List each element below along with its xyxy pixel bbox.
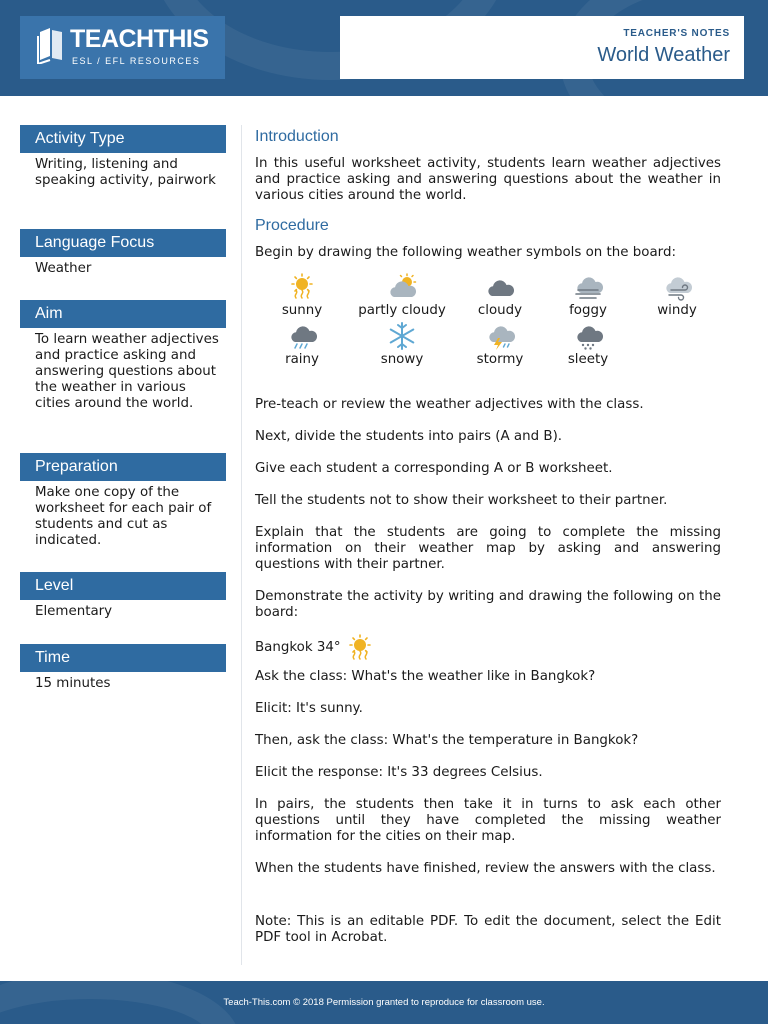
column-divider xyxy=(241,125,242,965)
sunny-icon xyxy=(345,633,375,663)
weather-label: partly cloudy xyxy=(358,303,446,318)
sidebar-heading: Activity Type xyxy=(20,125,226,153)
procedure-lead: Begin by drawing the following weather symbols on the board: xyxy=(255,245,676,260)
introduction-heading: Introduction xyxy=(255,128,339,145)
foggy-icon xyxy=(572,273,604,301)
weather-label: rainy xyxy=(285,352,319,367)
sidebar-text: Weather xyxy=(35,261,92,276)
weather-symbol-partly-cloudy xyxy=(357,273,447,321)
weather-symbol-stormy xyxy=(455,322,545,370)
sleety-icon xyxy=(572,322,604,350)
book-icon xyxy=(36,28,64,64)
weather-label: snowy xyxy=(380,352,424,367)
step-text: When the students have finished, review the answers with the class. xyxy=(255,861,716,876)
weather-symbol-foggy xyxy=(543,273,633,321)
page-header xyxy=(0,0,768,96)
main-content xyxy=(255,128,721,946)
sidebar-section-language-focus xyxy=(20,229,226,300)
sidebar-text: Elementary xyxy=(35,604,113,619)
sidebar-text: Make one copy of the worksheet for each pair of students and cut as indicated. xyxy=(35,485,212,548)
sidebar xyxy=(20,125,226,704)
sidebar-section-level xyxy=(20,572,226,644)
sidebar-heading: Time xyxy=(20,644,226,672)
weather-label: windy xyxy=(657,303,697,318)
step-text: Explain that the students are going to complete the missing information on their weather map by asking and answering questions with their partner. xyxy=(255,525,721,572)
weather-label: sleety xyxy=(567,352,609,367)
sidebar-heading: Language Focus xyxy=(20,229,226,257)
weather-symbol-snowy xyxy=(357,322,447,370)
step-text: Elicit: It's sunny. xyxy=(255,701,363,716)
sidebar-text: To learn weather adjectives and practice asking and answering questions about the weather in various cities around the world. xyxy=(35,332,219,411)
title-box xyxy=(340,16,744,79)
weather-symbol-rainy xyxy=(257,322,347,370)
step-text: Demonstrate the activity by writing and drawing the following on the board: xyxy=(255,589,721,620)
sidebar-heading: Level xyxy=(20,572,226,600)
sidebar-text: 15 minutes xyxy=(35,676,111,691)
editable-pdf-note: Note: This is an editable PDF. To edit the document, select the Edit PDF tool in Acrobat. xyxy=(255,914,721,945)
step-text: Give each student a corresponding A or B worksheet. xyxy=(255,461,613,476)
weather-label: sunny xyxy=(281,303,323,318)
stormy-icon xyxy=(484,322,516,350)
page-title: World Weather xyxy=(597,44,730,66)
step-text: Pre-teach or review the weather adjectives with the class. xyxy=(255,397,644,412)
sunny-icon xyxy=(287,273,317,301)
sidebar-section-activity-type xyxy=(20,125,226,229)
weather-label: foggy xyxy=(569,303,607,318)
sidebar-section-time xyxy=(20,644,226,704)
step-text: Then, ask the class: What's the temperature in Bangkok? xyxy=(255,733,639,748)
sidebar-text: Writing, listening and speaking activity, pairwork xyxy=(35,157,216,188)
logo-subtitle: ESL / EFL RESOURCES xyxy=(72,56,201,66)
board-example xyxy=(255,632,721,664)
step-text: Elicit the response: It's 33 degrees Celsius. xyxy=(255,765,543,780)
step-text: Tell the students not to show their worksheet to their partner. xyxy=(255,493,668,508)
sidebar-heading: Preparation xyxy=(20,453,226,481)
step-text: Next, divide the students into pairs (A and B). xyxy=(255,429,563,444)
weather-symbol-cloudy xyxy=(455,273,545,321)
introduction-text: In this useful worksheet activity, students learn weather adjectives and practice asking and answering questions about the weather in various cities around the world. xyxy=(255,156,721,203)
weather-symbols-grid xyxy=(255,273,721,397)
document-kicker: TEACHER'S NOTES xyxy=(623,28,730,39)
step-text: In pairs, the students then take it in turns to ask each other questions until they have completed the missing weather information for the cities on their map. xyxy=(255,797,721,844)
sidebar-section-preparation xyxy=(20,453,226,572)
partly-cloudy-icon xyxy=(382,273,422,301)
rainy-icon xyxy=(286,322,318,350)
sidebar-heading: Aim xyxy=(20,300,226,328)
snowy-icon xyxy=(387,322,417,350)
teachthis-logo[interactable] xyxy=(20,16,225,79)
page-footer xyxy=(0,981,768,1024)
weather-symbol-windy xyxy=(632,273,722,321)
cloudy-icon xyxy=(484,273,516,301)
procedure-heading: Procedure xyxy=(255,217,329,234)
weather-label: stormy xyxy=(476,352,524,367)
example-city-temperature: Bangkok 34° xyxy=(255,640,341,655)
sidebar-section-aim xyxy=(20,300,226,453)
windy-icon xyxy=(661,273,693,301)
copyright-notice: Teach-This.com © 2018 Permission granted to reproduce for classroom use. xyxy=(223,997,545,1008)
weather-symbol-sleety xyxy=(543,322,633,370)
step-text: Ask the class: What's the weather like in Bangkok? xyxy=(255,669,596,684)
weather-label: cloudy xyxy=(477,303,523,318)
logo-text: TEACHTHIS xyxy=(70,25,209,53)
weather-symbol-sunny xyxy=(257,273,347,321)
